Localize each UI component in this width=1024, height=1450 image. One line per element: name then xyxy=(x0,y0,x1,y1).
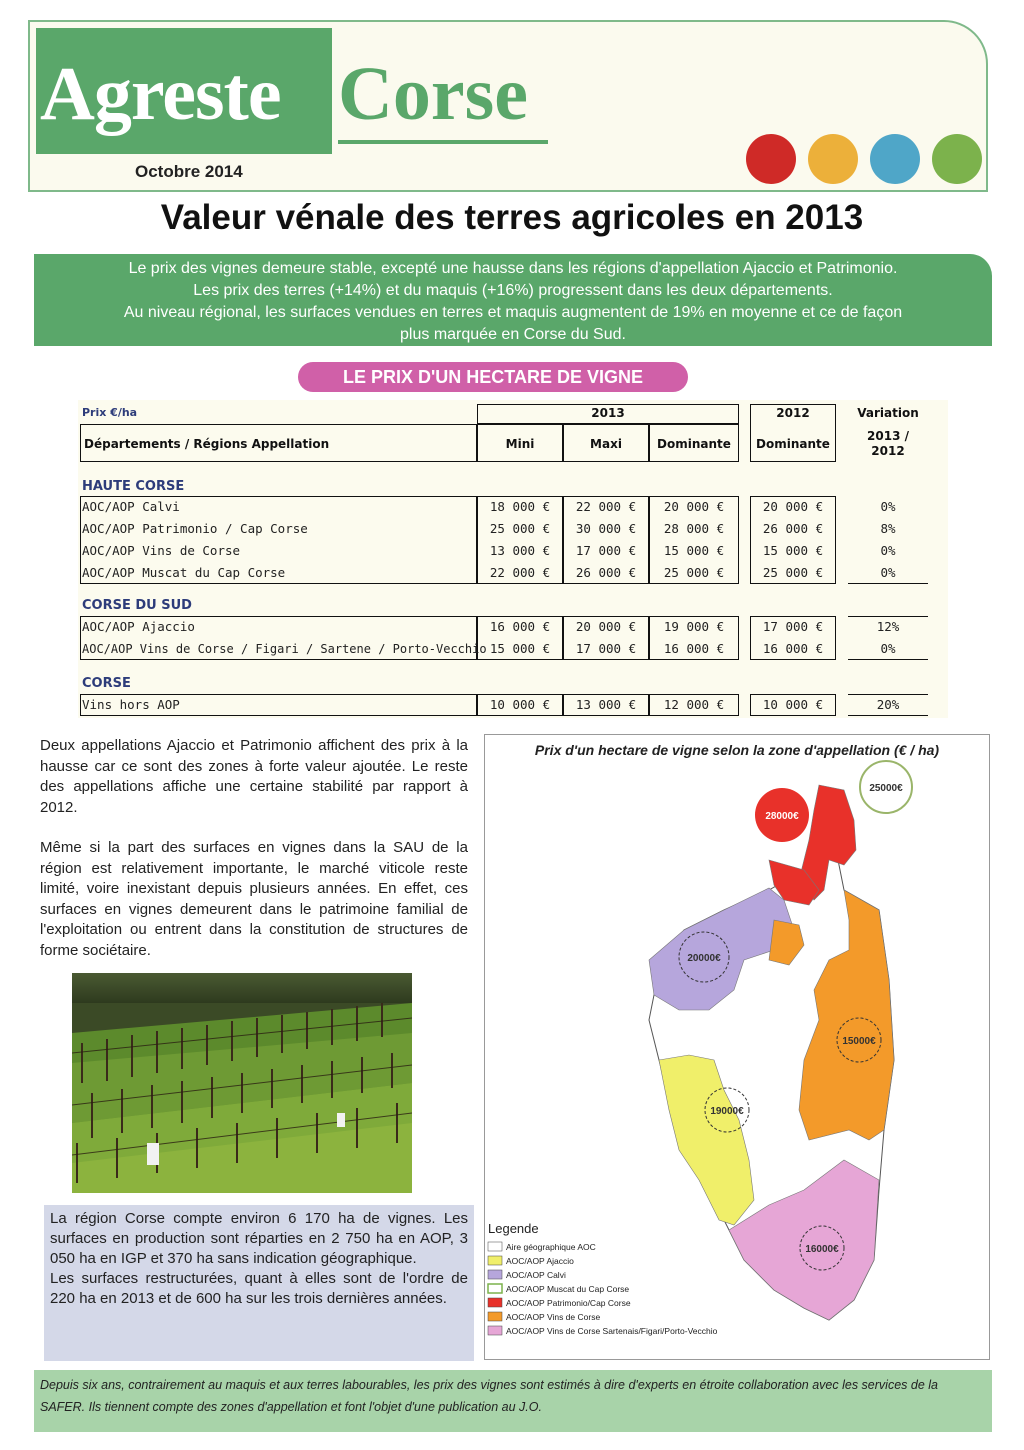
table-cell: 26 000 € xyxy=(762,521,824,536)
header-2012: 2012 xyxy=(776,406,810,420)
page-title: Valeur vénale des terres agricoles en 2013 xyxy=(160,198,864,237)
table-cell: 20% xyxy=(876,697,900,712)
legend-swatch xyxy=(488,1326,502,1335)
label-vins-corse: 15000€ xyxy=(842,1036,876,1047)
header-2013: 2013 xyxy=(591,406,625,420)
legend-item: AOC/AOP Calvi xyxy=(506,1270,566,1280)
table-cell: 20 000 € xyxy=(762,499,824,514)
label-muscat: 25000€ xyxy=(869,783,903,794)
header-variation-line1: 2013 / xyxy=(867,429,909,443)
table-cell: 10 000 € xyxy=(762,697,824,712)
label-sud: 16000€ xyxy=(805,1244,839,1255)
legend-swatch xyxy=(488,1256,502,1265)
logo-agreste-text: Agreste xyxy=(40,52,281,136)
legend-swatch xyxy=(488,1312,502,1321)
header-mini: Mini xyxy=(505,437,535,451)
table-cell: 0% xyxy=(880,565,896,580)
table-cell: 20 000 € xyxy=(575,619,637,634)
table-cell: 8% xyxy=(880,521,896,536)
label-patrimonio: 28000€ xyxy=(765,811,799,822)
table-row-label: AOC/AOP Calvi xyxy=(82,499,180,514)
legend-swatch xyxy=(488,1284,502,1293)
info-box xyxy=(44,1205,474,1361)
table-row-label: AOC/AOP Vins de Corse / Figari / Sartene / Porto-Vecchio xyxy=(82,642,487,656)
table-cell: 19 000 € xyxy=(663,619,725,634)
table-cell: 25 000 € xyxy=(762,565,824,580)
logo-underline xyxy=(338,140,548,144)
table-cell: 30 000 € xyxy=(575,521,637,536)
table-row-label: AOC/AOP Ajaccio xyxy=(82,619,195,634)
legend-title: Legende xyxy=(488,1221,539,1236)
legend-swatch xyxy=(488,1242,502,1251)
header-region: Départements / Régions Appellation xyxy=(84,437,330,451)
footer-note: Depuis six ans, contrairement au maquis et aux terres labourables, les prix des vignes sont estimés à dire d'experts en étroite collaboration avec les services de la SAFER. Ils tiennent compte des zones d'appellation et font l'objet d'une publication au J.O. xyxy=(34,1370,992,1432)
summary-line: Les prix des terres (+14%) et du maquis (+16%) progressent dans les deux départements. xyxy=(193,282,833,299)
legend-item: AOC/AOP Vins de Corse Sartenais/Figari/Porto-Vecchio xyxy=(506,1326,718,1336)
label-calvi: 20000€ xyxy=(687,953,721,964)
label-ajaccio: 19000€ xyxy=(710,1106,744,1117)
table-cell: 15 000 € xyxy=(663,543,725,558)
orange-dot-icon xyxy=(808,134,858,184)
legend-swatch xyxy=(488,1270,502,1279)
table-cell: 16 000 € xyxy=(489,619,551,634)
table-row-label: AOC/AOP Patrimonio / Cap Corse xyxy=(82,521,308,536)
table-cell: 17 000 € xyxy=(575,543,637,558)
table-cell: 26 000 € xyxy=(575,565,637,580)
table-cell: 17 000 € xyxy=(575,641,637,656)
info-text-restructurees: Les surfaces restructurées, quant à elles sont de l'ordre de 220 ha en 2013 et de 600 ha sur les trois dernières années. xyxy=(50,1270,468,1307)
table-cell: 12% xyxy=(876,619,900,634)
table-cell: 16 000 € xyxy=(663,641,725,656)
section-corse: CORSE xyxy=(82,676,131,691)
table-cell: 18 000 € xyxy=(489,499,551,514)
summary-line: Au niveau régional, les surfaces vendues en terres et maquis augmentent de 19% en moyenne et ce de façon xyxy=(123,304,903,321)
corsica-map xyxy=(484,760,990,1360)
table-cell: 15 000 € xyxy=(489,641,551,656)
table-cell: 17 000 € xyxy=(762,619,824,634)
blue-dot-icon xyxy=(870,134,920,184)
table-cell: 28 000 € xyxy=(663,521,725,536)
legend-item: AOC/AOP Ajaccio xyxy=(506,1256,574,1266)
table-cell: 0% xyxy=(880,543,896,558)
legend-item: AOC/AOP Vins de Corse xyxy=(506,1312,601,1322)
table-cell: 16 000 € xyxy=(762,641,824,656)
section-haute-corse: HAUTE CORSE xyxy=(82,479,185,494)
paragraph-appellations: Deux appellations Ajaccio et Patrimonio affichent des prix à la hausse car ce sont des zones à forte valeur ajoutée. Le reste des appellations affiche une certaine stabilité par rapport à 2012. xyxy=(40,737,468,816)
red-dot-icon xyxy=(746,134,796,184)
header-maxi: Maxi xyxy=(590,437,622,451)
info-text-surfaces: La région Corse compte environ 6 170 ha de vignes. Les surfaces en production sont réparties en 2 750 ha en AOP, 3 050 ha en IGP et 370 ha sans indication géographique. xyxy=(50,1210,468,1267)
header-variation-line2: 2012 xyxy=(871,444,905,458)
summary-line: Le prix des vignes demeure stable, excepté une hausse dans les régions d'appellation Ajaccio et Patrimonio. xyxy=(128,260,898,277)
summary-line: plus marquée en Corse du Sud. xyxy=(400,326,626,343)
table-cell: 13 000 € xyxy=(575,697,637,712)
table-cell: 22 000 € xyxy=(575,499,637,514)
table-cell: 10 000 € xyxy=(489,697,551,712)
table-row-label: AOC/AOP Muscat du Cap Corse xyxy=(82,565,286,580)
map-title: Prix d'un hectare de vigne selon la zone d'appellation (€ / ha) xyxy=(534,742,940,758)
legend-item: Aire géographique AOC xyxy=(506,1242,596,1252)
green-dot-icon xyxy=(932,134,982,184)
legend-item: AOC/AOP Muscat du Cap Corse xyxy=(506,1284,630,1294)
legend-item: AOC/AOP Patrimonio/Cap Corse xyxy=(506,1298,631,1308)
table-cell: 0% xyxy=(880,641,896,656)
section-corse-du-sud: CORSE DU SUD xyxy=(82,598,192,613)
price-table xyxy=(78,400,948,718)
table-cell: 0% xyxy=(880,499,896,514)
logo-corse-text: Corse xyxy=(338,52,528,136)
legend-swatch xyxy=(488,1298,502,1307)
header-dominante-2012: Dominante xyxy=(756,437,830,451)
table-cell: 25 000 € xyxy=(489,521,551,536)
table-cell: 13 000 € xyxy=(489,543,551,558)
table-cell: 25 000 € xyxy=(663,565,725,580)
paragraph-marche: Même si la part des surfaces en vignes dans la SAU de la région est relativement importante, le marché viticole reste limité, voire inexistant depuis plusieurs années. En effet, ces surfaces en vignes demeurent dans le patrimoine familial de l'exploitation ou entrent dans la constitution de structures de forme sociétaire. xyxy=(40,839,468,959)
table-cell: 20 000 € xyxy=(663,499,725,514)
table-row-label: Vins hors AOP xyxy=(82,697,180,712)
header-dominante: Dominante xyxy=(657,437,731,451)
table-row-label: AOC/AOP Vins de Corse xyxy=(82,543,241,558)
table-cell: 12 000 € xyxy=(663,697,725,712)
table-cell: 15 000 € xyxy=(762,543,824,558)
section-heading-pill: LE PRIX D'UN HECTARE DE VIGNE xyxy=(298,362,688,392)
table-unit: Prix €/ha xyxy=(82,406,138,419)
publication-date: Octobre 2014 xyxy=(135,162,243,181)
table-cell: 22 000 € xyxy=(489,565,551,580)
summary-box xyxy=(34,254,992,346)
header-variation: Variation xyxy=(857,406,919,420)
vineyard-photo xyxy=(72,973,412,1193)
